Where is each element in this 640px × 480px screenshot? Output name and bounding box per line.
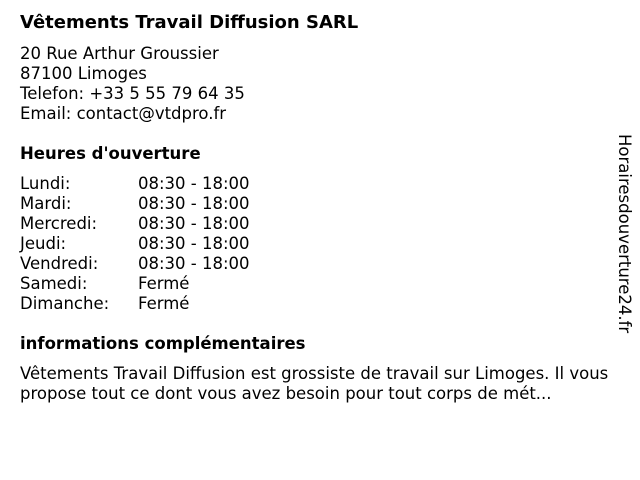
hours-row <box>20 234 250 254</box>
hours-day: Vendredi: <box>20 254 99 273</box>
hours-title: Heures d'ouverture <box>20 144 201 163</box>
address-email: Email: contact@vtdpro.fr <box>20 104 227 123</box>
hours-time: 08:30 - 18:00 <box>138 214 250 233</box>
address-city: 87100 Limoges <box>20 64 147 83</box>
hours-row <box>20 274 250 294</box>
info-title: informations complémentaires <box>20 334 306 353</box>
hours-row <box>20 214 250 234</box>
address-phone: Telefon: +33 5 55 79 64 35 <box>20 84 245 103</box>
hours-time: 08:30 - 18:00 <box>138 174 250 193</box>
info-description: Vêtements Travail Diffusion est grossiste de travail sur Limoges. Il vous propose tout ce dont vous avez besoin pour tout corps de mét... <box>20 364 609 403</box>
hours-time: 08:30 - 18:00 <box>138 254 250 273</box>
hours-row <box>20 174 250 194</box>
hours-day: Jeudi: <box>20 234 67 253</box>
business-name: Vêtements Travail Diffusion SARL <box>20 12 359 33</box>
hours-row <box>20 294 250 314</box>
hours-time: 08:30 - 18:00 <box>138 194 250 213</box>
business-card <box>20 10 616 404</box>
hours-table <box>20 174 250 314</box>
hours-row <box>20 254 250 274</box>
hours-row <box>20 194 250 214</box>
hours-day: Mardi: <box>20 194 72 213</box>
hours-day: Dimanche: <box>20 294 110 313</box>
hours-time: Fermé <box>138 274 190 293</box>
hours-day: Mercredi: <box>20 214 98 233</box>
hours-time: Fermé <box>138 294 190 313</box>
hours-time: 08:30 - 18:00 <box>138 234 250 253</box>
address-street: 20 Rue Arthur Groussier <box>20 44 219 63</box>
brand-watermark: Horairesdouverture24.fr <box>615 134 634 334</box>
hours-day: Samedi: <box>20 274 88 293</box>
address-block <box>20 44 616 124</box>
hours-day: Lundi: <box>20 174 71 193</box>
